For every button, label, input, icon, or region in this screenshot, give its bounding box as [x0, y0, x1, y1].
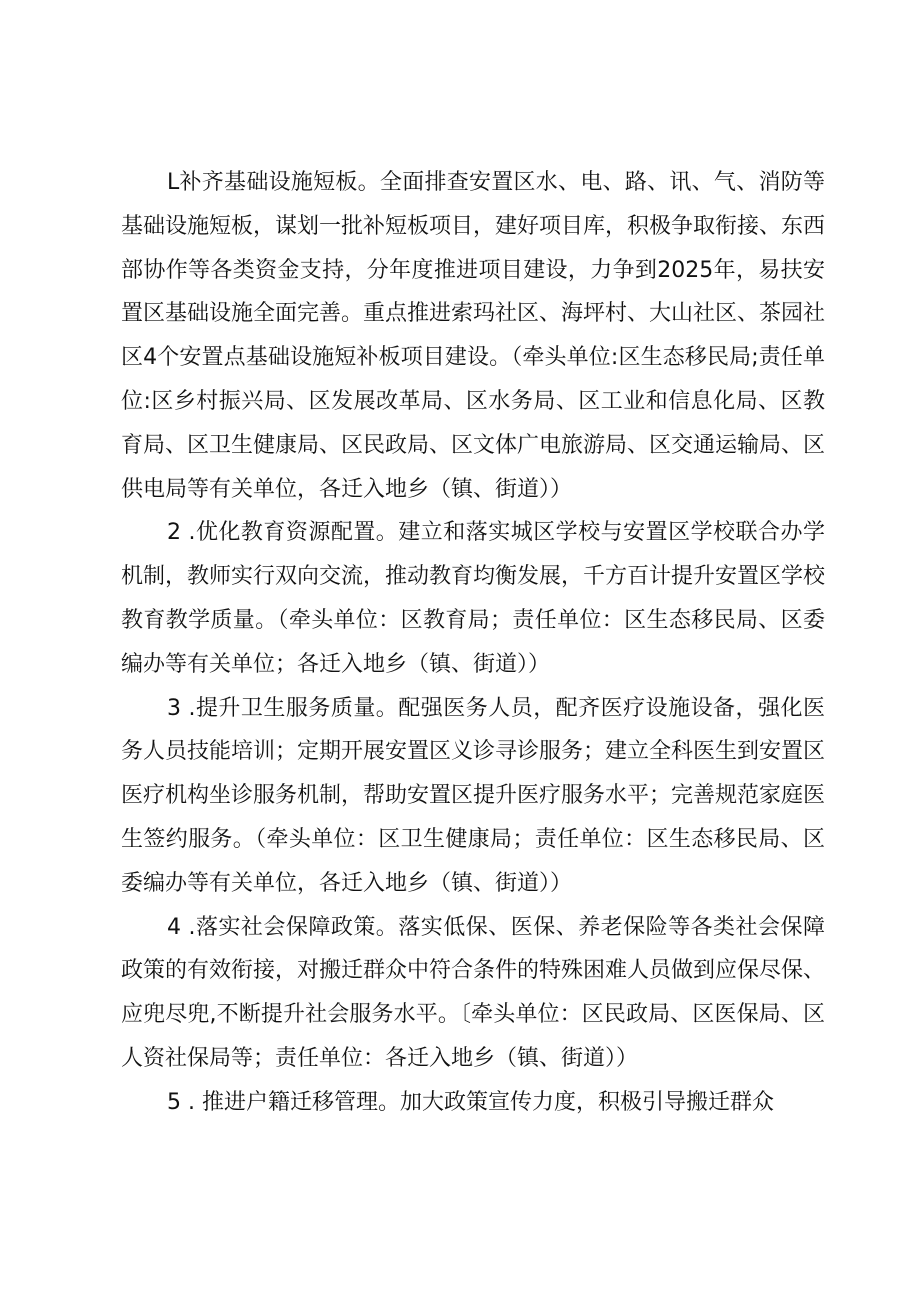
- paragraph-education: 2 .优化教育资源配置。建立和落实城区学校与安置区学校联合办学机制，教师实行双向交流，推动教育均衡发展，千方百计提升安置区学校教育教学质量。（牵头单位：区教育局；责任单位：区生态移民局、区委编办等有关单位；各迁入地乡（镇、街道））: [121, 520, 826, 677]
- paragraph-social-security: 4 .落实社会保障政策。落实低保、医保、养老保险等各类社会保障政策的有效衔接，对搬迁群众中符合条件的特殊困难人员做到应保尽保、应兜尽兜,不断提升社会服务水平。〔牵头单位：区民政局、区医保局、区人资社保局等；责任单位：各迁入地乡（镇、街道））: [121, 914, 826, 1071]
- paragraph-health: 3 .提升卫生服务质量。配强医务人员，配齐医疗设施设备，强化医务人员技能培训；定期开展安置区义诊寻诊服务；建立全科医生到安置区医疗机构坐诊服务机制，帮助安置区提升医疗服务水平；完善规范家庭医生签约服务。（牵头单位：区卫生健康局；责任单位：区生态移民局、区委编办等有关单位，各迁入地乡（镇、街道））: [121, 695, 826, 896]
- document-body: [121, 161, 825, 1125]
- paragraph-household-registration: 5 . 推进户籍迁移管理。加大政策宣传力度，积极引导搬迁群众: [167, 1089, 774, 1115]
- paragraph-infrastructure: L补齐基础设施短板。全面排查安置区水、电、路、讯、气、消防等基础设施短板，谋划一批补短板项目，建好项目库，积极争取衔接、东西部协作等各类资金支持，分年度推进项目建设，力争到2025年，易扶安置区基础设施全面完善。重点推进索玛社区、海坪村、大山社区、茶园社区4个安置点基础设施短补板项目建设。（牵头单位:区生态移民局;责任单位:区乡村振兴局、区发展改革局、区水务局、区工业和信息化局、区教育局、区卫生健康局、区民政局、区文体广电旅游局、区交通运输局、区供电局等有关单位，各迁入地乡（镇、街道））: [121, 170, 826, 502]
